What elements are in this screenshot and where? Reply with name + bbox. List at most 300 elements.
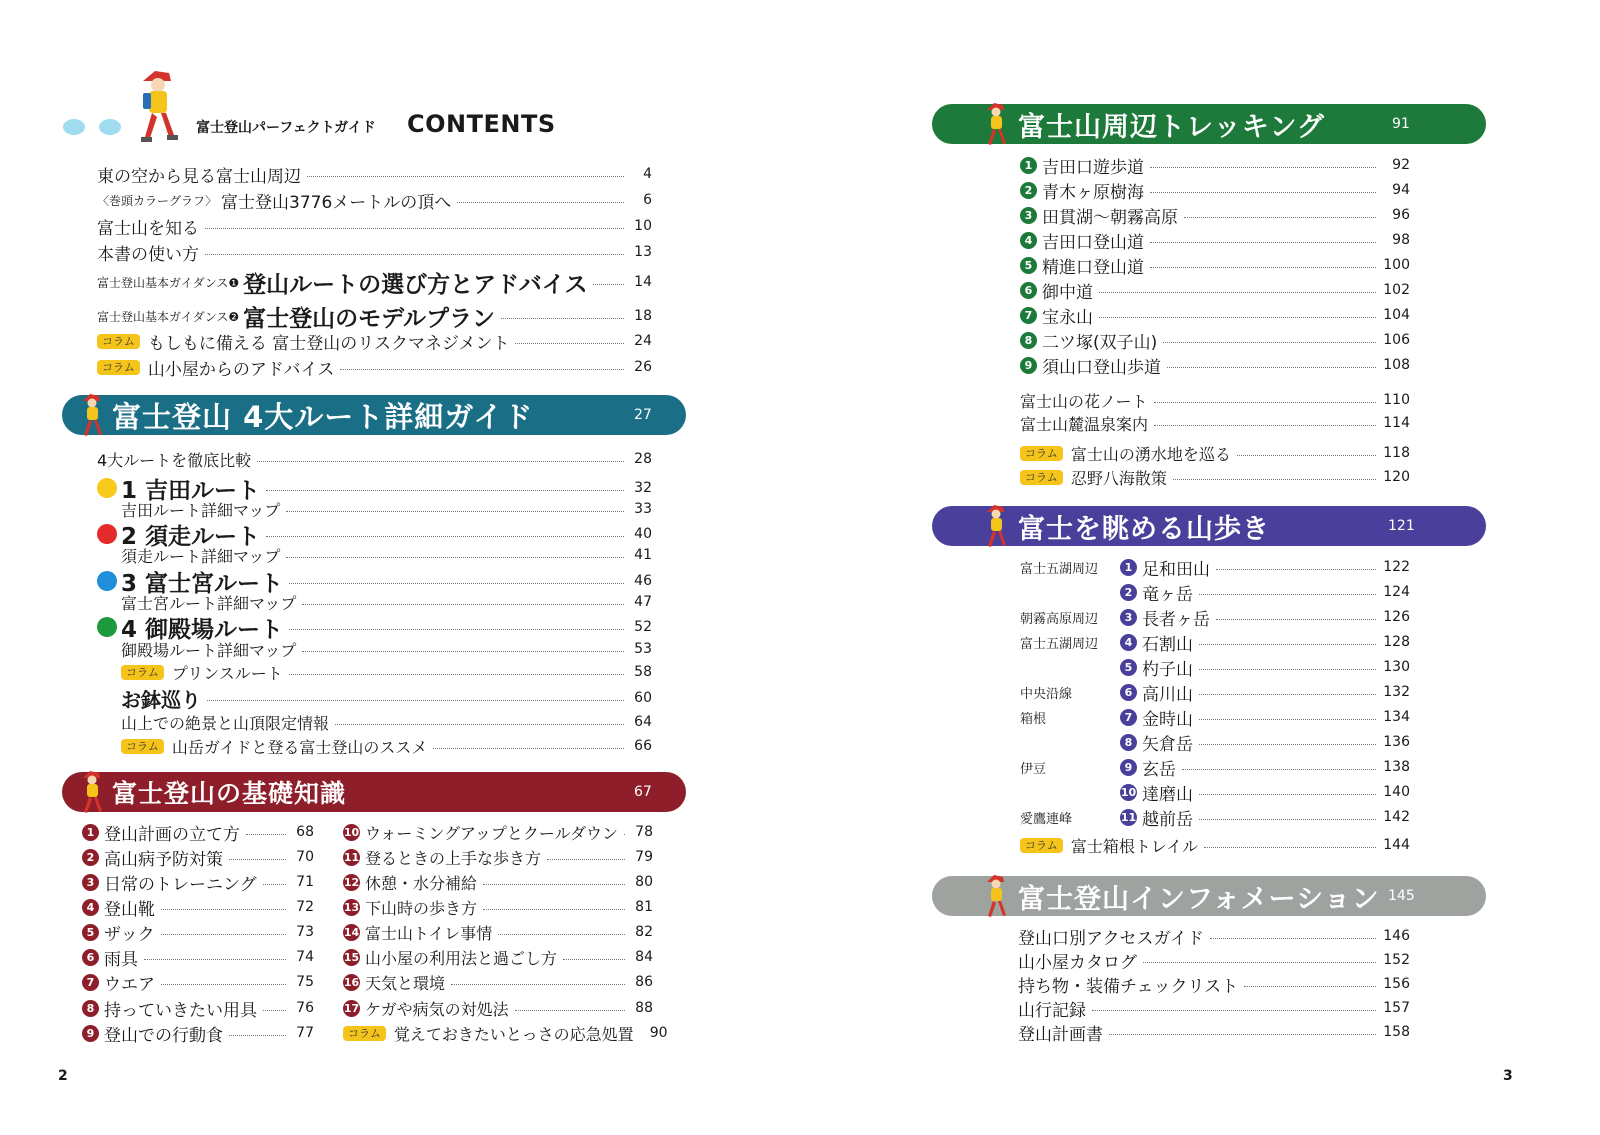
entry-title: 4大ルートを徹底比較	[97, 450, 252, 470]
section-banner-info[interactable]	[932, 876, 1486, 916]
page-ref: 78	[635, 824, 653, 840]
page-ref: 126	[1383, 609, 1410, 625]
dot-leader	[1182, 769, 1376, 770]
number-marker-icon: 7	[1020, 307, 1037, 324]
dot-leader	[289, 629, 624, 630]
entry-title: 宝永山	[1042, 307, 1093, 328]
number-marker-icon: 10	[1120, 785, 1137, 799]
number-marker-icon: 3	[1020, 207, 1037, 224]
entry-label	[1020, 705, 1193, 730]
entry-label	[97, 355, 334, 380]
entry-title: 金時山	[1142, 709, 1193, 730]
number-marker-icon: 3	[1120, 609, 1137, 626]
toc-entry[interactable]	[82, 870, 314, 894]
entry-label	[1020, 780, 1193, 805]
entry-title: 登山計画書	[1018, 1024, 1103, 1045]
page-ref: 6	[643, 192, 652, 208]
toc-entry[interactable]	[343, 845, 653, 869]
entry-title: 富士山麓温泉案内	[1020, 414, 1149, 434]
entry-title: 山上での絶景と山頂限定情報	[121, 713, 330, 733]
page-ref: 82	[635, 924, 653, 940]
dot-leader	[1150, 267, 1376, 268]
page-ref: 140	[1383, 784, 1410, 800]
entry-label	[343, 1022, 634, 1045]
page-number-right: 3	[1503, 1068, 1513, 1084]
dot-leader	[593, 284, 624, 285]
dot-leader	[266, 490, 624, 491]
entry-title: 登山での行動食	[104, 1025, 223, 1046]
number-marker-icon: 5	[1120, 659, 1137, 676]
page-ref: 47	[634, 594, 652, 610]
dot-leader	[498, 934, 625, 935]
entry-title: 雨具	[104, 949, 138, 970]
dot-leader	[1167, 367, 1376, 368]
entry-label	[1020, 580, 1193, 605]
entry-label	[82, 845, 223, 870]
page-ref: 79	[635, 849, 653, 865]
page-ref: 90	[649, 1025, 668, 1041]
entry-title: 矢倉岳	[1142, 734, 1193, 755]
page-ref: 138	[1383, 759, 1410, 775]
number-marker-icon: 8	[1120, 734, 1137, 751]
entry-label	[343, 971, 445, 994]
dot-leader	[1199, 819, 1376, 820]
dot-leader	[229, 1035, 286, 1036]
page-ref: 118	[1383, 445, 1410, 461]
dot-leader	[257, 461, 624, 462]
region-label: 愛鷹連峰	[1020, 811, 1073, 827]
toc-entry[interactable]	[1018, 996, 1410, 1020]
page-ref: 58	[634, 664, 652, 680]
section-page: 121	[1388, 518, 1415, 534]
toc-entry[interactable]	[1020, 253, 1410, 277]
section-banner-mountains[interactable]	[932, 506, 1486, 546]
entry-title: 2 須走ルート	[121, 523, 261, 550]
entry-title: 3 富士宮ルート	[121, 570, 284, 597]
toc-entry[interactable]	[97, 188, 652, 212]
entry-title: 山岳ガイドと登る富士登山のススメ	[171, 737, 428, 757]
toc-entry[interactable]	[121, 660, 652, 684]
entry-prefix: 〈巻頭カラーグラフ〉	[97, 193, 218, 208]
entry-title: 富士宮ルート詳細マップ	[121, 593, 297, 613]
entry-title: 山小屋カタログ	[1018, 952, 1137, 973]
number-marker-icon: 1	[1020, 157, 1037, 174]
toc-entry[interactable]	[1020, 203, 1410, 227]
entry-label	[121, 735, 427, 758]
entry-title: 石割山	[1142, 634, 1193, 655]
toc-entry[interactable]	[121, 637, 652, 661]
route-dot-icon	[97, 617, 117, 637]
section-title: 富士登山インフォメーション	[1018, 883, 1380, 915]
entry-label	[1018, 948, 1137, 973]
toc-entry[interactable]	[82, 820, 314, 844]
page-ref: 104	[1383, 307, 1410, 323]
entry-label	[121, 661, 283, 684]
page-ref: 60	[634, 690, 652, 706]
page-ref: 94	[1392, 182, 1410, 198]
dot-leader	[1199, 594, 1376, 595]
dot-leader	[302, 651, 624, 652]
dot-leader	[1154, 402, 1376, 403]
dot-leader	[286, 511, 624, 512]
number-marker-icon: 17	[343, 1001, 360, 1015]
entry-label	[82, 970, 155, 995]
entry-label	[343, 846, 541, 869]
entry-label	[121, 684, 201, 713]
page-ref: 144	[1383, 837, 1410, 853]
region-label: 伊豆	[1020, 761, 1047, 777]
dot-leader	[229, 859, 286, 860]
toc-entry[interactable]	[1020, 388, 1410, 412]
page-ref: 70	[296, 849, 314, 865]
toc-entry[interactable]	[1020, 780, 1410, 804]
toc-entry[interactable]	[343, 870, 653, 894]
entry-title: 須山口登山歩道	[1042, 357, 1161, 378]
dot-leader	[1150, 192, 1376, 193]
dot-leader	[266, 536, 624, 537]
toc-entry[interactable]	[121, 734, 652, 758]
entry-title: 持っていきたい用具	[104, 1000, 257, 1021]
page-ref: 72	[296, 899, 314, 915]
entry-title: ウォーミングアップとクールダウン	[365, 823, 618, 843]
entry-label	[1020, 555, 1210, 580]
page-ref: 102	[1383, 282, 1410, 298]
toc-entry[interactable]	[1020, 228, 1410, 252]
dot-leader	[1199, 719, 1376, 720]
dot-leader	[1199, 669, 1376, 670]
toc-entry[interactable]	[1020, 755, 1410, 779]
toc-entry[interactable]	[1020, 178, 1410, 202]
toc-entry[interactable]	[1020, 353, 1410, 377]
toc-entry[interactable]	[82, 970, 314, 994]
toc-entry[interactable]	[97, 300, 652, 332]
entry-label	[121, 711, 329, 734]
page-ref: 88	[635, 1000, 653, 1016]
entry-label	[1020, 203, 1178, 228]
number-marker-icon: 7	[1120, 709, 1137, 726]
dot-leader	[547, 859, 625, 860]
toc-entry[interactable]	[82, 1021, 314, 1045]
toc-entry[interactable]	[343, 920, 653, 944]
dot-leader	[307, 176, 624, 177]
toc-entry[interactable]	[121, 686, 652, 710]
dot-leader	[1109, 1034, 1376, 1035]
section-page: 67	[634, 784, 652, 800]
toc-entry[interactable]	[1020, 833, 1410, 857]
toc-entry[interactable]	[82, 996, 314, 1020]
entry-label	[1020, 389, 1148, 412]
toc-entry[interactable]	[1020, 465, 1410, 489]
entry-title: 覚えておきたいとっさの応急処置	[393, 1024, 634, 1044]
dot-leader	[207, 700, 624, 701]
page-ref: 156	[1383, 976, 1410, 992]
column-badge: コラム	[1020, 838, 1063, 853]
entry-title: ウエア	[104, 974, 155, 995]
entry-label	[82, 945, 138, 970]
page-ref: 53	[634, 641, 652, 657]
hiker-icon	[78, 768, 108, 816]
page-ref: 132	[1383, 684, 1410, 700]
toc-entry[interactable]	[1020, 303, 1410, 327]
number-marker-icon: 9	[82, 1025, 99, 1042]
entry-title: 杓子山	[1142, 659, 1193, 680]
toc-entry[interactable]	[1018, 924, 1410, 948]
page-ref: 136	[1383, 734, 1410, 750]
toc-entry[interactable]	[1020, 655, 1410, 679]
page-ref: 77	[296, 1025, 314, 1041]
number-marker-icon: 11	[1120, 810, 1137, 824]
page-ref: 71	[296, 874, 314, 890]
entry-title: もしもに備える 富士登山のリスクマネジメント	[147, 333, 510, 354]
toc-entry[interactable]	[1018, 948, 1410, 972]
route-dot-icon	[97, 524, 117, 544]
entry-label	[97, 240, 199, 265]
page-ref: 130	[1383, 659, 1410, 675]
column-badge: コラム	[1020, 446, 1063, 461]
toc-entry[interactable]	[1020, 411, 1410, 435]
number-marker-icon: 10	[343, 825, 360, 839]
page-ref: 146	[1383, 928, 1410, 944]
toc-entry[interactable]	[97, 266, 652, 298]
toc-entry[interactable]	[1020, 580, 1410, 604]
entry-title: 吉田口登山道	[1042, 232, 1144, 253]
dot-leader	[1199, 794, 1376, 795]
toc-entry[interactable]	[97, 447, 652, 471]
section-banner-trekking[interactable]	[932, 104, 1486, 144]
dot-leader	[161, 909, 286, 910]
entry-title: 須走ルート詳細マップ	[121, 546, 281, 566]
toc-entry[interactable]	[343, 820, 653, 844]
toc-entry[interactable]	[97, 355, 652, 379]
toc-entry[interactable]	[1020, 555, 1410, 579]
dot-leader	[1199, 744, 1376, 745]
page-ref: 73	[296, 924, 314, 940]
toc-entry[interactable]	[343, 1021, 668, 1045]
entry-title: 御中道	[1042, 282, 1093, 303]
number-marker-icon: 9	[1020, 357, 1037, 374]
dot-leader	[624, 834, 625, 835]
entry-label	[121, 544, 280, 567]
toc-entry[interactable]	[82, 845, 314, 869]
number-marker-icon: 5	[1020, 257, 1037, 274]
entry-title: お鉢巡り	[121, 687, 201, 712]
entry-title: 玄岳	[1142, 759, 1176, 780]
number-marker-icon: 16	[343, 975, 360, 989]
toc-entry[interactable]	[343, 895, 653, 919]
entry-label	[1020, 630, 1193, 655]
toc-entry[interactable]	[1020, 705, 1410, 729]
entry-title: 1 吉田ルート	[121, 477, 261, 504]
entry-title: 休憩・水分補給	[365, 873, 478, 893]
entry-title: 富士山を知る	[97, 218, 199, 239]
hiker-icon	[982, 100, 1012, 148]
page-ref: 74	[296, 949, 314, 965]
dot-leader	[563, 959, 625, 960]
entry-label	[343, 946, 557, 969]
page-ref: 40	[634, 526, 652, 542]
hiker-icon	[135, 65, 183, 147]
entry-label	[1018, 1020, 1103, 1045]
toc-entry[interactable]	[343, 945, 653, 969]
dot-leader	[289, 674, 624, 675]
dot-leader	[457, 202, 624, 203]
dot-leader	[1244, 986, 1376, 987]
toc-entry[interactable]	[1020, 680, 1410, 704]
entry-label	[97, 266, 587, 299]
entry-label	[1018, 996, 1086, 1021]
column-badge: コラム	[1020, 470, 1063, 485]
entry-label	[1020, 303, 1093, 328]
toc-entry[interactable]	[1020, 441, 1410, 465]
entry-title: 日常のトレーニング	[104, 874, 257, 895]
dot-leader	[1150, 242, 1376, 243]
entry-label	[97, 448, 251, 471]
route-dot-icon	[97, 478, 117, 498]
entry-title: 竜ヶ岳	[1142, 584, 1193, 605]
dot-leader	[1199, 694, 1376, 695]
entry-label	[82, 870, 257, 895]
toc-entry[interactable]	[1018, 972, 1410, 996]
section-title: 富士山周辺トレッキング	[1018, 111, 1325, 143]
toc-entry[interactable]	[1020, 278, 1410, 302]
toc-entry[interactable]	[82, 895, 314, 919]
page-ref: 24	[634, 333, 652, 349]
entry-title: 持ち物・装備チェックリスト	[1018, 976, 1239, 997]
page-number-left: 2	[58, 1068, 68, 1084]
number-marker-icon: 2	[82, 849, 99, 866]
entry-label	[1020, 353, 1161, 378]
section-page: 27	[634, 407, 652, 423]
number-marker-icon: 6	[82, 949, 99, 966]
number-marker-icon: 5	[82, 924, 99, 941]
toc-entry[interactable]	[97, 162, 652, 186]
dot-leader	[161, 934, 286, 935]
toc-entry[interactable]	[1020, 328, 1410, 352]
number-marker-icon: 1	[82, 824, 99, 841]
toc-entry[interactable]	[121, 543, 652, 567]
toc-entry[interactable]	[1020, 730, 1410, 754]
number-marker-icon: 4	[82, 899, 99, 916]
entry-label	[1020, 655, 1193, 680]
toc-entry[interactable]	[343, 970, 653, 994]
toc-entry[interactable]	[1020, 805, 1410, 829]
entry-label	[1020, 466, 1167, 489]
entry-title: 高川山	[1142, 684, 1193, 705]
dot-leader	[1143, 962, 1376, 963]
entry-title: 富士箱根トレイル	[1070, 836, 1199, 856]
dot-leader	[1216, 619, 1376, 620]
number-marker-icon: 13	[343, 900, 360, 914]
dot-leader	[1150, 167, 1376, 168]
section-banner-routes[interactable]	[62, 395, 686, 435]
page-ref: 134	[1383, 709, 1410, 725]
toc-entry[interactable]	[343, 996, 653, 1020]
number-marker-icon: 2	[1120, 584, 1137, 601]
toc-entry[interactable]	[82, 945, 314, 969]
page-ref: 106	[1383, 332, 1410, 348]
page-ref: 128	[1383, 634, 1410, 650]
dot-leader	[289, 583, 624, 584]
entry-title: 高山病予防対策	[104, 849, 223, 870]
entry-title: 天気と環境	[365, 973, 446, 993]
section-page: 91	[1392, 116, 1410, 132]
column-badge: コラム	[97, 334, 140, 349]
dot-leader	[286, 557, 624, 558]
dot-leader	[263, 1010, 286, 1011]
toc-entry[interactable]	[82, 920, 314, 944]
page-ref: 66	[634, 738, 652, 754]
number-marker-icon: 4	[1120, 634, 1137, 651]
page-ref: 122	[1383, 559, 1410, 575]
column-badge: コラム	[343, 1026, 386, 1041]
entry-prefix: 富士登山基本ガイダンス❶	[97, 275, 240, 290]
page-ref: 120	[1383, 469, 1410, 485]
dot-leader	[205, 254, 624, 255]
number-marker-icon: 1	[1120, 559, 1137, 576]
toc-entry[interactable]	[97, 240, 652, 264]
section-banner-basics[interactable]	[62, 772, 686, 812]
entry-label	[97, 329, 509, 354]
page-ref: 98	[1392, 232, 1410, 248]
entry-label	[97, 214, 199, 239]
entry-title: 富士山の湧水地を巡る	[1070, 444, 1231, 464]
entry-prefix: 富士登山基本ガイダンス❷	[97, 309, 240, 324]
entry-title: 吉田ルート詳細マップ	[121, 500, 281, 520]
number-marker-icon: 8	[1020, 332, 1037, 349]
entry-title: 東の空から見る富士山周辺	[97, 166, 301, 187]
page-ref: 26	[634, 359, 652, 375]
entry-label	[1018, 924, 1204, 949]
dot-leader	[1184, 217, 1376, 218]
page-ref: 114	[1383, 415, 1410, 431]
route-dot-icon	[97, 571, 117, 591]
dot-leader	[1199, 644, 1376, 645]
footprint-dots-icon	[62, 116, 132, 138]
page-ref: 75	[296, 974, 314, 990]
page-ref: 4	[643, 166, 652, 182]
entry-label	[82, 996, 257, 1021]
toc-entry[interactable]	[1020, 630, 1410, 654]
toc-entry[interactable]	[1018, 1020, 1410, 1044]
dot-leader	[1210, 938, 1376, 939]
hiker-icon	[982, 502, 1012, 550]
entry-title: 登るときの上手な歩き方	[365, 848, 542, 868]
dot-leader	[1099, 317, 1376, 318]
region-label: 箱根	[1020, 711, 1047, 727]
dot-leader	[1237, 455, 1376, 456]
entry-title: 達磨山	[1142, 784, 1193, 805]
entry-label	[1020, 834, 1198, 857]
dot-leader	[1173, 479, 1376, 480]
entry-label	[1020, 805, 1193, 830]
entry-title: 二ツ塚(双子山)	[1042, 332, 1158, 353]
number-marker-icon: 14	[343, 925, 360, 939]
toc-entry[interactable]	[1020, 153, 1410, 177]
number-marker-icon: 4	[1020, 232, 1037, 249]
toc-entry[interactable]	[121, 710, 652, 734]
page-ref: 41	[634, 547, 652, 563]
toc-entry[interactable]	[97, 329, 652, 353]
number-marker-icon: 12	[343, 875, 360, 889]
page-ref: 152	[1383, 952, 1410, 968]
number-marker-icon: 6	[1020, 282, 1037, 299]
toc-entry[interactable]	[97, 214, 652, 238]
page-ref: 142	[1383, 809, 1410, 825]
toc-entry[interactable]	[1020, 605, 1410, 629]
entry-label	[343, 896, 477, 919]
entry-title: ザック	[104, 924, 155, 945]
dot-leader	[144, 959, 286, 960]
